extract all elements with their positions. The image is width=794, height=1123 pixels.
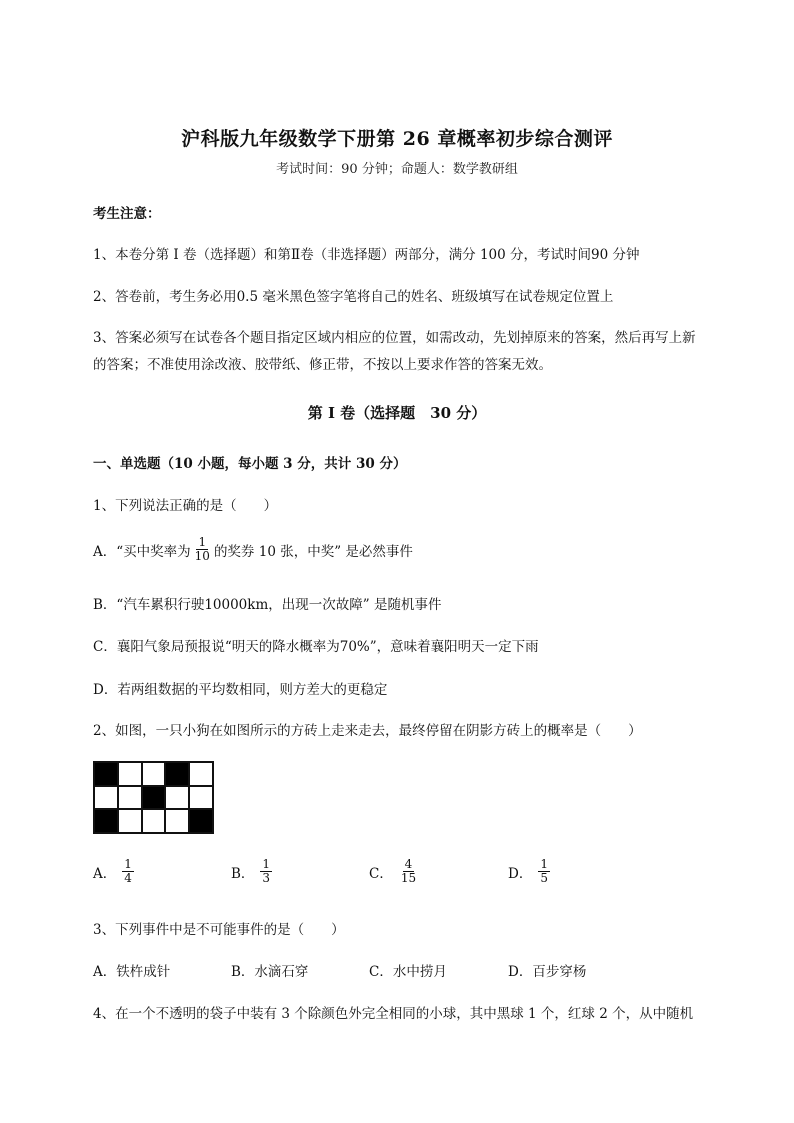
fraction-denominator: 5 [540, 871, 548, 885]
q2-option-b [231, 858, 274, 885]
blank-tile [165, 786, 189, 810]
q3-option-a: A．铁杵成针 [93, 964, 171, 980]
q2-option-d [508, 858, 552, 885]
q1-stem: 1、下列说法正确的是（ ） [93, 498, 278, 514]
q1-a-fraction [193, 536, 212, 563]
blank-tile [118, 762, 142, 786]
page-title: 沪科版九年级数学下册第 26 章概率初步综合测评 [181, 128, 613, 150]
option-label: C． [369, 865, 393, 882]
fraction-denominator: 3 [262, 871, 271, 885]
q2-option-c [369, 858, 420, 885]
tile-grid-figure [93, 761, 214, 834]
part-heading: 一、单选题（10 小题，每小题 3 分，共计 30 分） [93, 456, 407, 472]
q2-stem: 2、如图，一只小狗在如图所示的方砖上走来走去，最终停留在阴影方砖上的概率是（ ） [93, 723, 642, 739]
shaded-tile [142, 786, 166, 810]
blank-tile [189, 762, 213, 786]
q1-a-pre: A．“买中奖率为 [93, 543, 191, 560]
notice-item-3-cont: 的答案；不准使用涂改液、胶带纸、修正带，不按以上要求作答的答案无效。 [93, 357, 552, 373]
section-title: 第 I 卷（选择题 30 分） [307, 404, 487, 422]
notice-heading: 考生注意： [93, 206, 161, 222]
option-label: B． [231, 865, 255, 882]
fraction-denominator: 10 [194, 549, 210, 563]
blank-tile [94, 786, 118, 810]
q1-a-post: 的奖券 10 张，中奖” 是必然事件 [213, 543, 413, 560]
shaded-tile [165, 762, 189, 786]
q1-option-a [93, 536, 413, 563]
shaded-tile [94, 762, 118, 786]
blank-tile [118, 786, 142, 810]
q1-option-d: D．若两组数据的平均数相同，则方差大的更稳定 [93, 682, 388, 698]
q3-option-b: B．水滴石穿 [231, 964, 309, 980]
blank-tile [118, 809, 142, 833]
blank-tile [165, 809, 189, 833]
fraction-numerator: 1 [198, 535, 207, 549]
fraction-numerator: 1 [540, 857, 548, 871]
q3-stem: 3、下列事件中是不可能事件的是（ ） [93, 922, 345, 938]
blank-tile [189, 786, 213, 810]
q3-option-c: C．水中捞月 [369, 964, 447, 980]
fraction-denominator: 4 [124, 871, 132, 885]
q1-option-c: C．襄阳气象局预报说“明天的降水概率为70%”，意味着襄阳明天一定下雨 [93, 639, 539, 655]
fraction-numerator: 1 [124, 857, 132, 871]
option-label: A． [93, 865, 117, 882]
option-label: D． [508, 865, 533, 882]
shaded-tile [94, 809, 118, 833]
exam-info: 考试时间：90 分钟；命题人：数学教研组 [276, 162, 518, 177]
notice-item-1: 1、本卷分第 I 卷（选择题）和第Ⅱ卷（非选择题）两部分，满分 100 分，考试时间90 分钟 [93, 247, 640, 263]
notice-item-2: 2、答卷前，考生务必用0.5 毫米黑色签字笔将自己的姓名、班级填写在试卷规定位置上 [93, 289, 614, 305]
blank-tile [142, 809, 166, 833]
fraction-numerator: 4 [404, 857, 413, 871]
shaded-tile [189, 809, 213, 833]
q2-option-a [93, 858, 136, 885]
notice-item-3: 3、答案必须写在试卷各个题目指定区域内相应的位置，如需改动，先划掉原来的答案，然后再写上新 [93, 330, 696, 346]
q4-stem: 4、在一个不透明的袋子中装有 3 个除颜色外完全相同的小球，其中黑球 1 个，红球 2 个，从中随机 [93, 1006, 694, 1022]
fraction-numerator: 1 [262, 857, 271, 871]
fraction-denominator: 15 [400, 871, 417, 885]
q3-option-d: D．百步穿杨 [508, 964, 587, 980]
blank-tile [142, 762, 166, 786]
q1-option-b: B．“汽车累积行驶10000km，出现一次故障” 是随机事件 [93, 597, 442, 613]
